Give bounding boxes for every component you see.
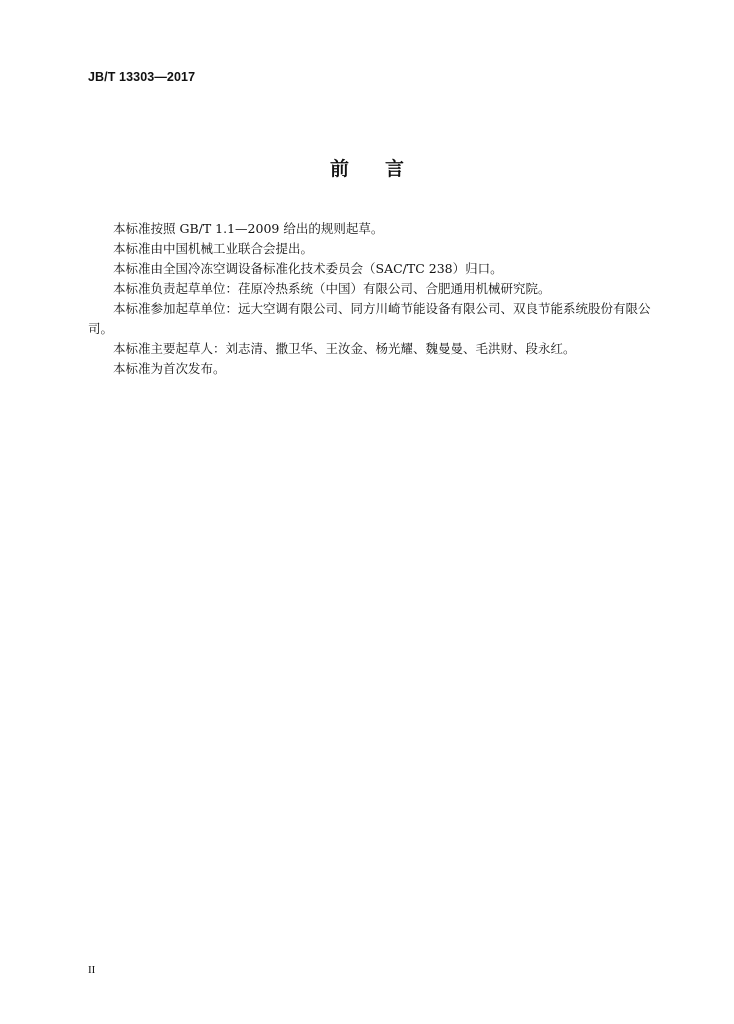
- standard-code: JB/T 13303—2017: [88, 70, 196, 84]
- page-title: 前言: [329, 158, 440, 180]
- paragraph-main-drafters: 本标准主要起草人：刘志清、撒卫华、王汝金、杨光耀、魏曼曼、毛洪财、段永红。: [113, 341, 576, 356]
- paragraph-first-release: 本标准为首次发布。: [113, 361, 226, 376]
- paragraph-participating-drafters: 本标准参加起草单位：远大空调有限公司、同方川崎节能设备有限公司、双良节能系统股份有限公司。: [88, 301, 651, 336]
- paragraph-proposer: 本标准由中国机械工业联合会提出。: [113, 241, 314, 256]
- paragraph-lead-drafters: 本标准负责起草单位：荏原冷热系统（中国）有限公司、合肥通用机械研究院。: [113, 281, 551, 296]
- foreword-body: [88, 219, 668, 379]
- paragraph-drafting-rules: 本标准按照 GB/T 1.1—2009 给出的规则起草。: [113, 221, 384, 236]
- paragraph-committee: 本标准由全国冷冻空调设备标准化技术委员会（SAC/TC 238）归口。: [113, 261, 503, 276]
- page-number: II: [88, 964, 96, 976]
